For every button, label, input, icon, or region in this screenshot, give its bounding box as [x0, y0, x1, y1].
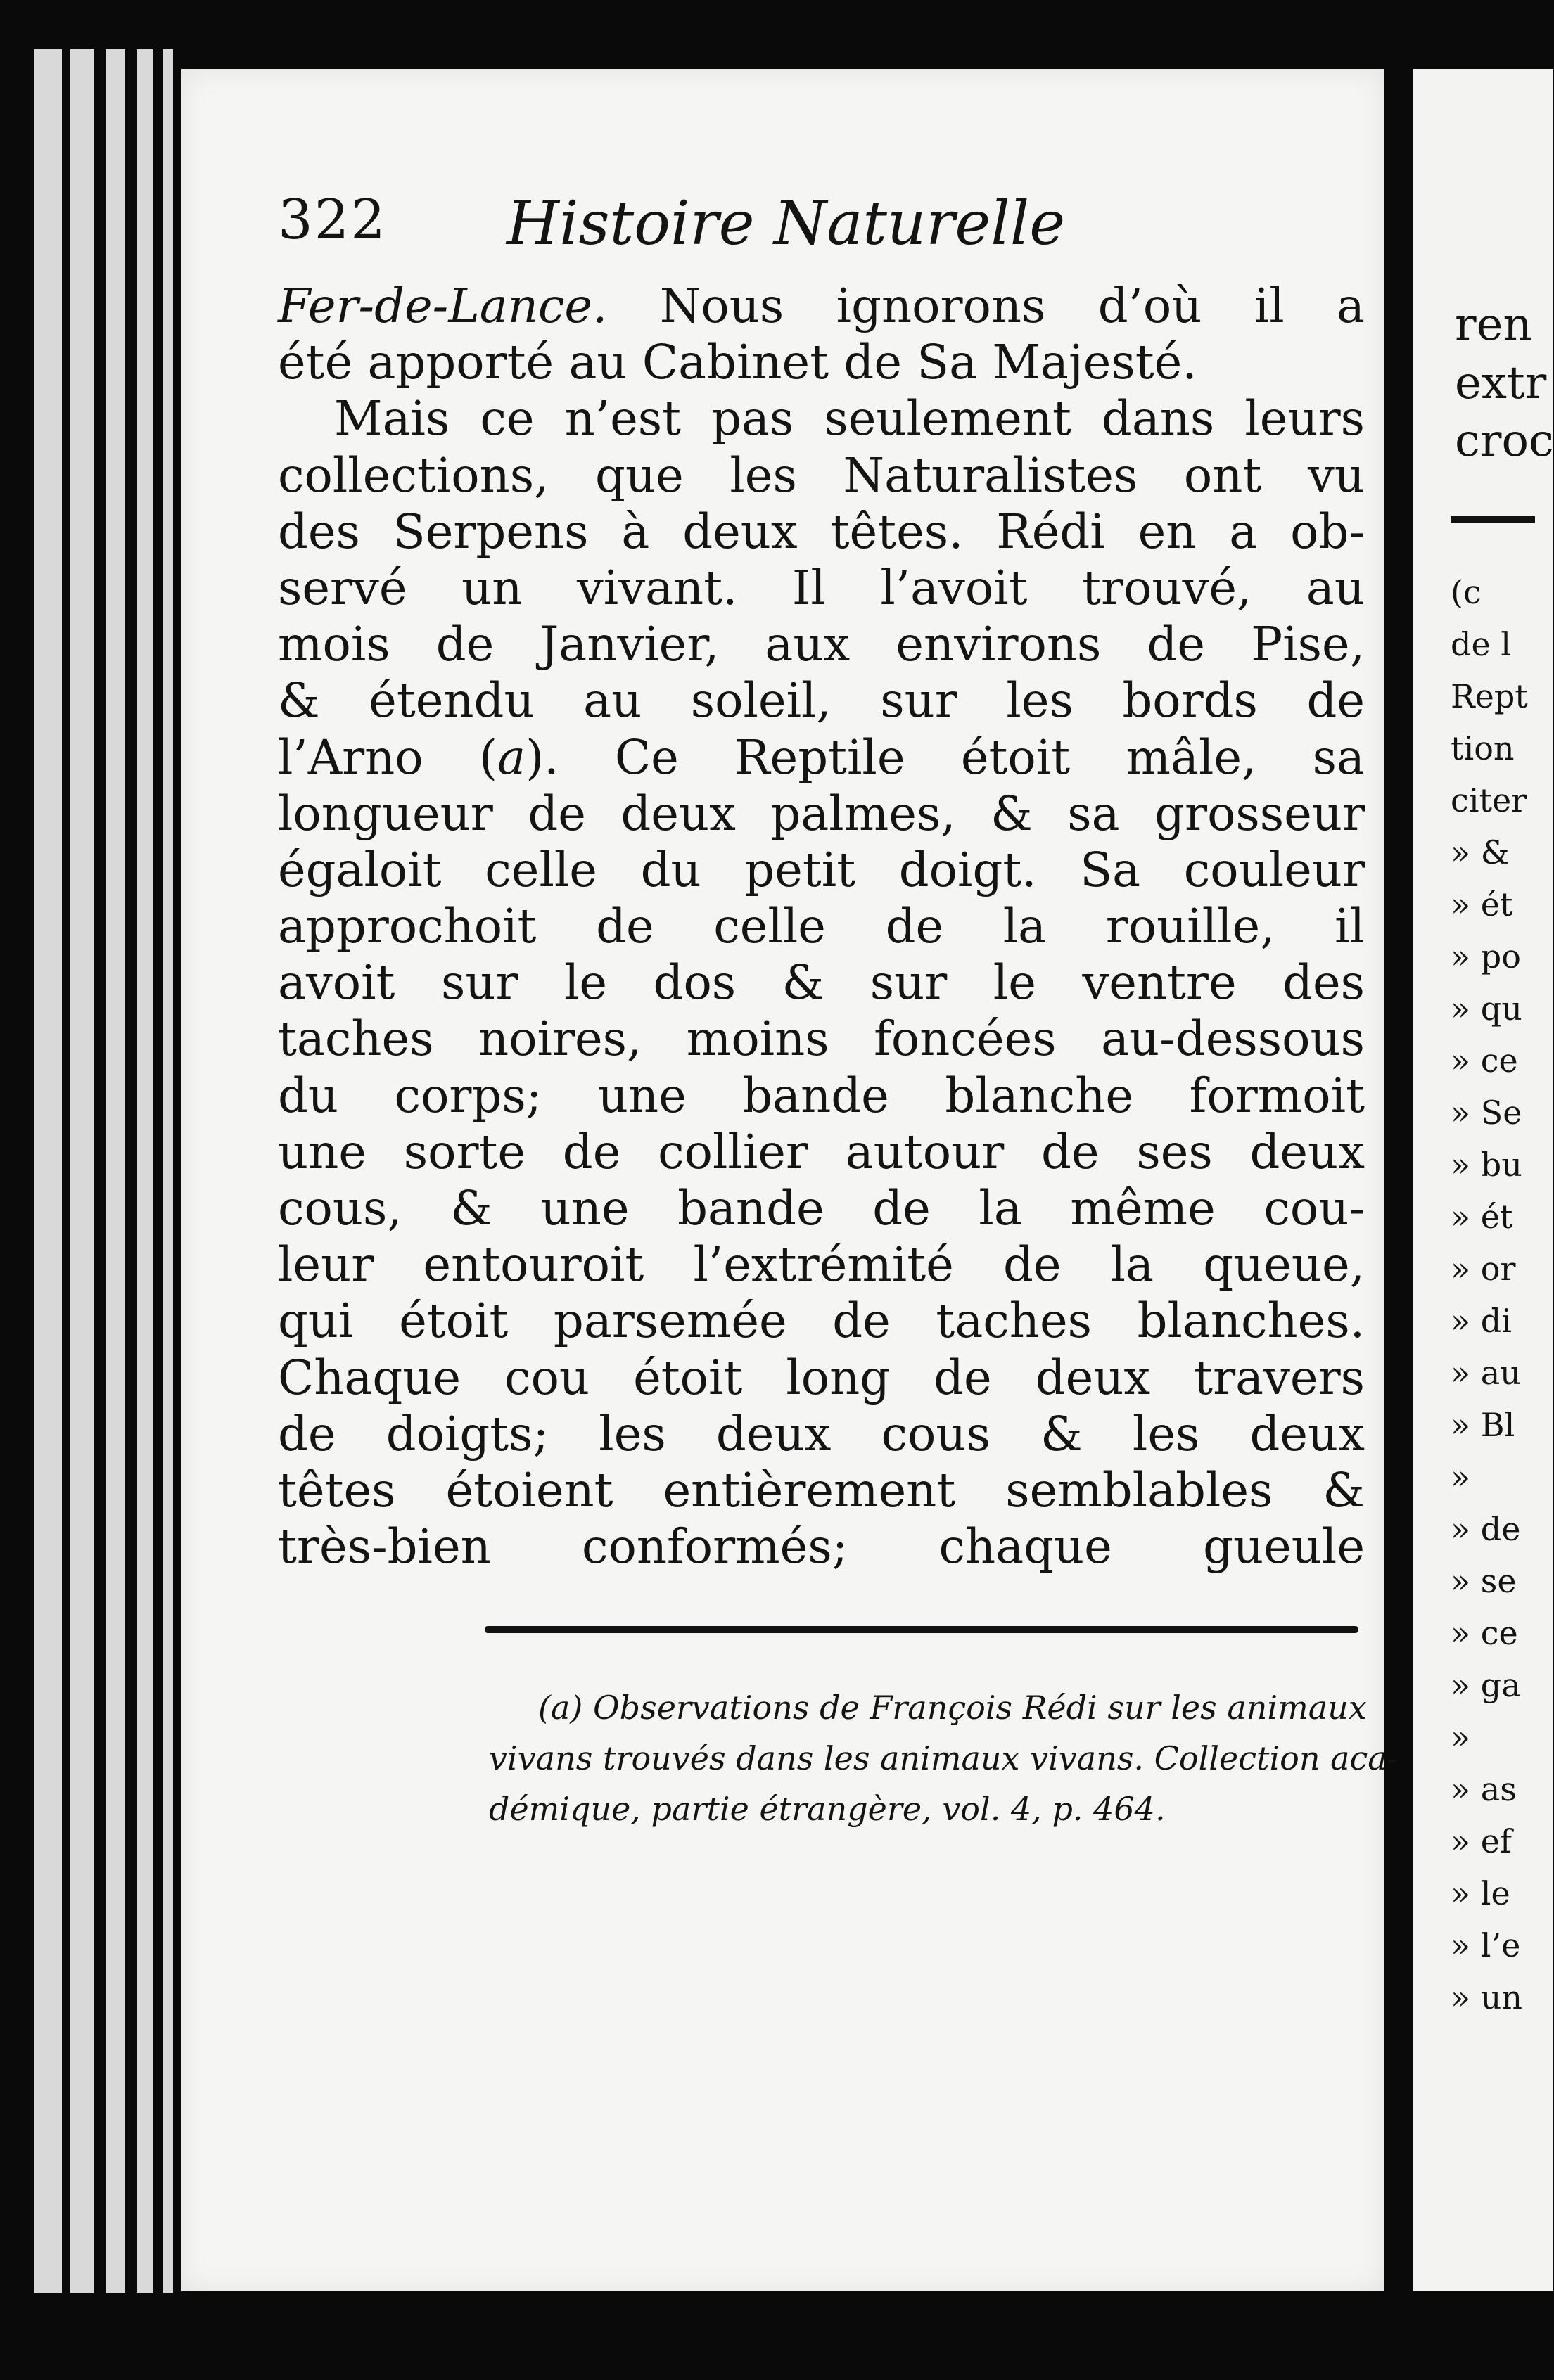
binding-edge	[70, 49, 94, 2293]
facing-page-note-line: » as	[1451, 1770, 1517, 1808]
text-line: qui étoit parsemée de taches blanches.	[278, 1293, 1365, 1349]
facing-page-note-line: (c	[1451, 573, 1482, 611]
text-line: Chaque cou étoit long de deux travers	[278, 1350, 1365, 1405]
facing-page-note-line: » qu	[1451, 990, 1522, 1028]
facing-page-note-line: » se	[1451, 1562, 1517, 1600]
text-line: de doigts; les deux cous & les deux	[278, 1406, 1365, 1461]
facing-page-note-line: » ét	[1451, 885, 1513, 923]
facing-page-note-line: »	[1451, 1718, 1471, 1756]
page-number: 322	[278, 188, 387, 252]
text-line: avoit sur le dos & sur le ventre des	[278, 955, 1365, 1011]
facing-page-note-line: » ce	[1451, 1042, 1518, 1080]
facing-page-note-line: » Bl	[1451, 1406, 1515, 1444]
running-head	[278, 188, 1192, 273]
text-line: été apporté au Cabinet de Sa Majesté.	[278, 335, 1197, 390]
text-line: cous, & une bande de la même cou-	[278, 1181, 1365, 1236]
facing-page-note-line: » ga	[1451, 1666, 1521, 1704]
body-text	[278, 278, 1365, 1575]
facing-page-note-line: » le	[1451, 1874, 1510, 1912]
facing-page-note-line: » un	[1451, 1978, 1523, 2016]
text-line: une sorte de collier autour de ses deux	[278, 1124, 1365, 1179]
facing-page-note-line: » po	[1451, 938, 1521, 975]
text-line: têtes étoient entièrement semblables &	[278, 1462, 1365, 1518]
text-line: l’Arno (a). Ce Reptile étoit mâle, sa	[278, 729, 1365, 785]
footnote-line: vivans trouvés dans les animaux vivans. Collection aca-	[489, 1739, 1399, 1777]
facing-page-note-line: » di	[1451, 1302, 1512, 1340]
text-line: des Serpens à deux têtes. Rédi en a ob-	[278, 504, 1365, 559]
facing-page-note-line: » l’e	[1451, 1926, 1521, 1964]
facing-page-text: ren	[1455, 299, 1532, 351]
facing-page-note-line: » de	[1451, 1510, 1521, 1548]
facing-page-note-line: Rept	[1451, 677, 1528, 715]
facing-page-note-line: » bu	[1451, 1146, 1522, 1184]
facing-page-note-line: » &	[1451, 833, 1510, 871]
facing-page-text: croc	[1455, 415, 1554, 467]
text-line: mois de Janvier, aux environs de Pise,	[278, 617, 1365, 672]
facing-page-note-line: » Se	[1451, 1094, 1522, 1132]
italic-term: Fer-de-Lance.	[278, 279, 608, 333]
facing-page-text: extr	[1455, 357, 1547, 409]
footnote-rule	[485, 1626, 1358, 1633]
facing-page-note-line: tion	[1451, 729, 1515, 767]
facing-page-note-line: » ef	[1451, 1822, 1512, 1860]
book-title: Histoire Naturelle	[507, 188, 1066, 259]
footnote	[489, 1682, 1399, 1834]
text-line: Mais ce n’est pas seulement dans leurs	[334, 391, 1365, 447]
binding-edge	[163, 49, 173, 2293]
text-line: servé un vivant. Il l’avoit trouvé, au	[278, 560, 1365, 615]
text-line: & étendu au soleil, sur les bords de	[278, 673, 1365, 729]
text-line: égaloit celle du petit doigt. Sa couleur	[278, 842, 1365, 897]
facing-page-note-line: citer	[1451, 781, 1527, 819]
binding-edge	[137, 49, 153, 2293]
footnote-line: démique, partie étrangère, vol. 4, p. 464.	[489, 1790, 1166, 1828]
text-line: leur entouroit l’extrémité de la queue,	[278, 1237, 1365, 1293]
facing-page-note-line: » or	[1451, 1250, 1516, 1288]
footnote-marker: a	[497, 729, 526, 785]
binding-edge	[34, 49, 62, 2293]
facing-page-note-line: » ét	[1451, 1198, 1513, 1236]
binding-edge	[106, 49, 125, 2293]
facing-page-note-line: »	[1451, 1458, 1471, 1496]
footnote-line: (a) Observations de François Rédi sur les animaux	[538, 1689, 1367, 1727]
text-line: taches noires, moins foncées au-dessous	[278, 1011, 1365, 1067]
text-line: Fer-de-Lance. Nous ignorons d’où il a	[278, 279, 1365, 333]
facing-page-note-line: » au	[1451, 1354, 1521, 1392]
text-line: du corps; une bande blanche formoit	[278, 1068, 1365, 1123]
text-line: très-bien conformés; chaque gueule	[278, 1519, 1365, 1575]
text-line: longueur de deux palmes, & sa grosseur	[278, 786, 1365, 841]
text-line: collections, que les Naturalistes ont vu	[278, 447, 1365, 503]
facing-page-rule	[1451, 516, 1535, 523]
facing-page-note-line: de l	[1451, 625, 1512, 663]
facing-page-note-line: » ce	[1451, 1614, 1518, 1652]
text-line: approchoit de celle de la rouille, il	[278, 899, 1365, 954]
